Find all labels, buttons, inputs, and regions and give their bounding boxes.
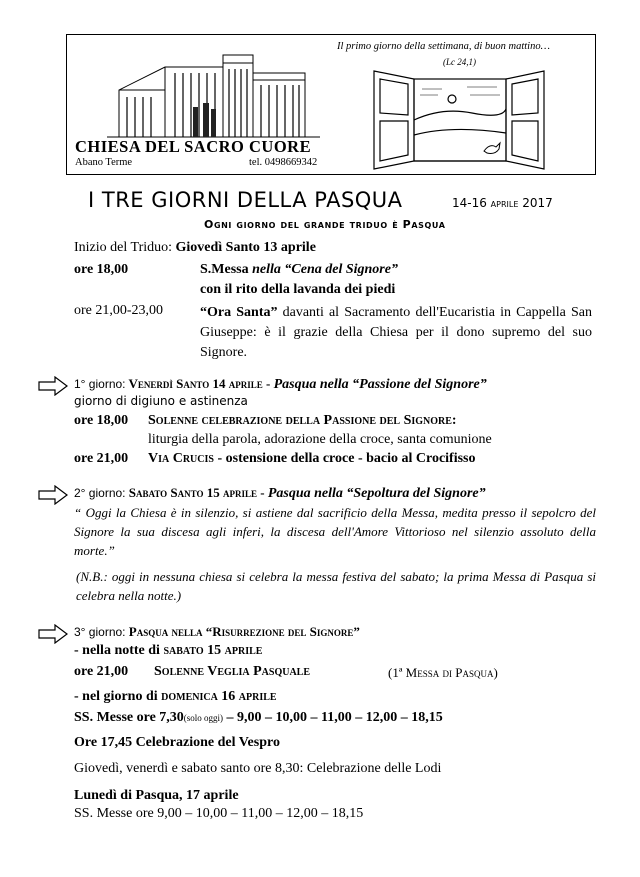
day1-note: giorno di digiuno e astinenza [74,394,248,408]
day3-daytime [74,689,277,705]
arrow-icon [38,376,68,396]
triduo-row2 [200,303,592,363]
day1-r1-line2: liturgia della parola, adorazione della croce, santa comunione [148,432,492,447]
day1-r2-text: - ostensione della croce - bacio al Crocifisso [213,451,476,466]
day3-vespro: Ore 17,45 Celebrazione del Vespro [74,735,280,750]
triduo-row2-text: davanti al Sacramento dell'Eucaristia in Cappella San Giuseppe: è il grazie della Chiesa per il dono supremo del suo Signore. [200,305,592,360]
header-quote: Il primo giorno della settimana, di buon mattino… [337,41,550,52]
triduo-intro [74,240,316,256]
day1-r2-title: Via Crucis [148,451,214,466]
day3-masses [74,710,443,726]
day3-vigil-note: (1ª Messa di Pasqua) [388,665,498,680]
title-dates: 14-16 aprile 2017 [452,196,553,210]
day1-label: 1° giorno: [74,377,126,391]
day1-r1-title: Solenne celebrazione della Passione del Signore: [148,413,457,428]
day2-sep: - [256,485,268,500]
day1-day: Venerdì Santo 14 aprile [125,376,263,391]
day3-monday-masses: SS. Messe ore 9,00 – 10,00 – 11,00 – 12,00 – 18,15 [74,806,364,821]
day3-night [74,643,262,659]
day3-masses-only: (solo oggi) [183,713,224,723]
day3-masses-rest: – 9,00 – 10,00 – 11,00 – 12,00 – 18,15 [223,710,443,725]
triduo-row2-time: ore 21,00-23,00 [74,303,164,318]
day2-day: Sabato Santo 15 aprile [125,485,257,500]
church-phone: tel. 0498669342 [249,157,318,168]
day1-r2-time: ore 21,00 [74,451,129,466]
day1-r2 [148,451,476,467]
day1-heading [74,376,487,393]
church-illustration [105,45,325,140]
triduo-row1-line2: con il rito della lavanda dei piedi [200,282,396,297]
day3-masses-label: SS. Messe ore 7,30 [74,710,184,725]
day3-heading [74,624,360,640]
day3-day-day: domenica 16 aprile [161,689,277,704]
day1-sep: - [262,376,274,391]
subtitle: Ogni giorno del grande triduo è Pasqua [204,218,446,231]
day3-vigil-time: ore 21,00 [74,664,129,679]
main-title: I TRE GIORNI DELLA PASQUA [88,188,403,212]
day3-label: 3° giorno: [74,625,126,639]
day3-day: Pasqua nella “Risurrezione del Signore” [125,624,360,639]
day3-day-prefix: - nel giorno di [74,689,162,704]
triduo-row1-time: ore 18,00 [74,262,129,277]
triduo-row1-event [200,262,398,278]
day3-vigil-title: Solenne Veglia Pasquale [154,664,311,679]
day3-night-prefix: - nella notte di [74,643,164,658]
header-quote-ref: (Lc 24,1) [443,57,476,67]
day1-theme: Pasqua nella “Passione del Signore” [273,377,487,392]
church-city: Abano Terme [75,157,133,168]
day3-monday-title: Lunedì di Pasqua, 17 aprile [74,788,239,803]
header-box [66,34,596,175]
day2-nb: (N.B.: oggi in nessuna chiesa si celebra la messa festiva del sabato; la prima Messa di Pasqua si celebra nella notte.) [76,569,596,603]
triduo-intro-value: Giovedì Santo 13 aprile [175,240,316,255]
arrow-icon [38,485,68,505]
day3-lodi: Giovedì, venerdì e sabato santo ore 8,30: Celebrazione delle Lodi [74,761,442,776]
day2-label: 2° giorno: [74,486,126,500]
day2-theme: Pasqua nella “Sepoltura del Signore” [267,486,486,501]
triduo-row1-event-a: S.Messa [200,262,249,277]
day2-heading [74,485,486,502]
day1-r1-time: ore 18,00 [74,413,129,428]
day2-quote: “ Oggi la Chiesa è in silenzio, si astiene dal sacrificio della Messa, medita presso il sepolcro del Signore la sua discesa agli inferi, la discesa dell'Amore Vittorioso nel silenzio assoluto della morte.” [74,505,596,558]
triduo-intro-label: Inizio del Triduo: [74,240,173,255]
triduo-row1-event-b: nella “Cena del Signore” [248,262,398,277]
church-name: CHIESA DEL SACRO CUORE [75,137,312,156]
arrow-icon [38,624,68,644]
triduo-row2-title: “Ora Santa” [200,305,278,320]
window-illustration [372,65,547,170]
day3-night-day: sabato 15 aprile [163,643,263,658]
